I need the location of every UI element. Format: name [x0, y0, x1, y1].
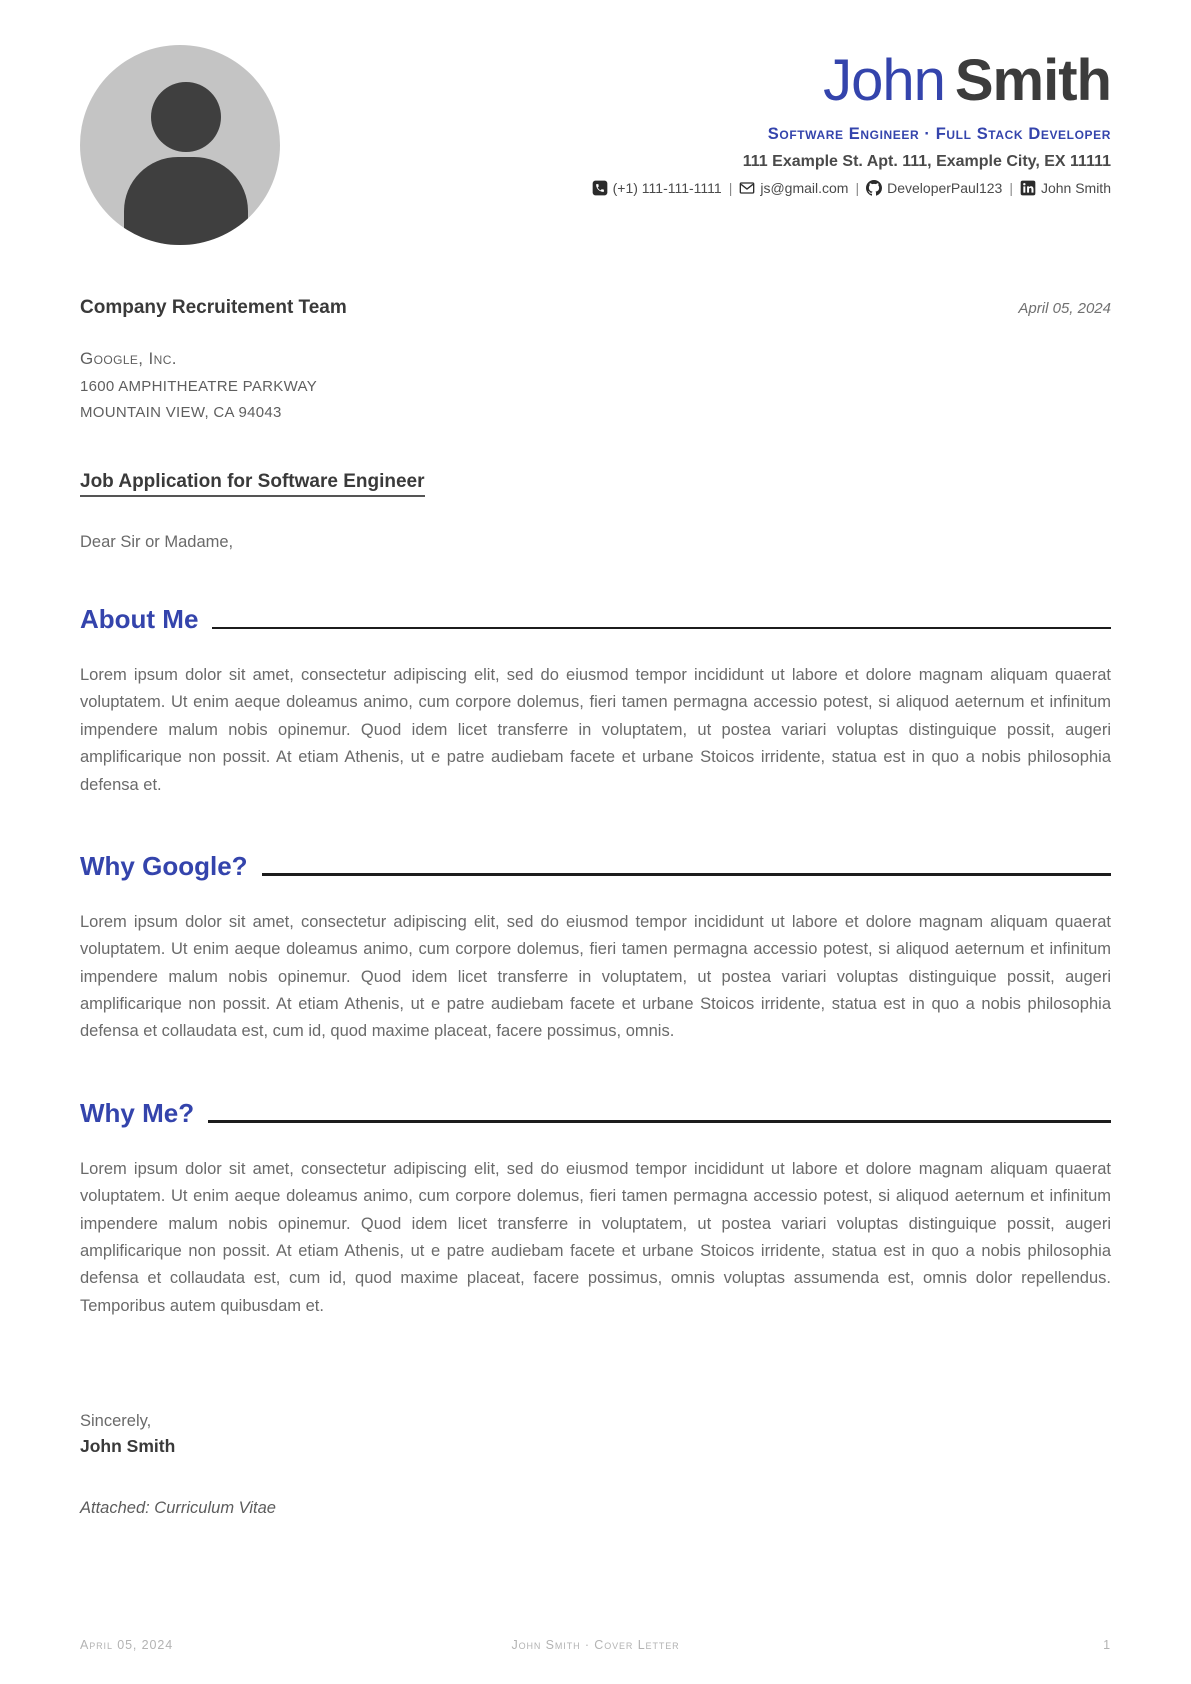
person-silhouette-icon — [80, 45, 280, 245]
github-link[interactable] — [866, 180, 1002, 196]
signature-name: John Smith — [80, 1436, 176, 1456]
section-rule-line — [262, 873, 1111, 875]
section-heading — [80, 1097, 1111, 1128]
recipient-company: Google, Inc. — [80, 349, 177, 368]
section-why-me — [80, 1097, 1111, 1320]
section-heading — [80, 850, 1111, 881]
header-identity — [280, 48, 1111, 196]
footer-date: April 05, 2024 — [80, 1638, 174, 1652]
section-body-text: Lorem ipsum dolor sit amet, consectetur adipiscing elit, sed do eiusmod tempor incididunt ut labore et dolore magnam aliquam quaerat voluptatem. Ut enim aeque doleamus animo, cum corpore dolemus, fieri tamen permagna accessio potest, si aliquod aeternum et infinitum impendere malum nobis opinemur. Quod idem licet transferre in voluptatem, ut postea variari voluptas distinguique possit, augeri amplificarique non possit. At etiam Athenis, ut e patre audiebam facete et urbane Stoicos irridente, statua est in quo a nobis philosophia defensa et collaudata est, cum id, quod maxime placeat, facere possimus, omnis. — [80, 912, 1111, 1041]
contact-line — [280, 180, 1111, 196]
section-title: Why Me? — [80, 1097, 195, 1128]
last-name: Smith — [954, 48, 1111, 113]
envelope-icon — [739, 180, 755, 196]
section-about-me — [80, 606, 1111, 799]
section-heading — [80, 606, 1111, 632]
recipient-name: Company Recruitement Team — [80, 297, 347, 318]
section-title: Why Google? — [80, 850, 248, 881]
section-body-text: Lorem ipsum dolor sit amet, consectetur adipiscing elit, sed do eiusmod tempor incididunt ut labore et dolore magnam aliquam quaerat voluptatem. Ut enim aeque doleamus animo, cum corpore dolemus, fieri tamen permagna accessio potest, si aliquod aeternum et infinitum impendere malum nobis opinemur. Quod idem licet transferre in voluptatem, ut postea variari voluptas distinguique possit, augeri amplificarique non possit. At etiam Athenis, ut e patre audiebam facete et urbane Stoicos irridente, statua est in quo a nobis philosophia defensa et collaudata est, cum id, quod maxime placeat, facere possimus, omnis voluptas assumenda est, omnis dolor repellendus. Temporibus autem quibusdam et. — [80, 1159, 1111, 1315]
section-rule-line — [212, 627, 1111, 629]
recipient-address-line-1: 1600 AMPHITHEATRE PARKWAY — [80, 378, 318, 395]
contact-separator: | — [728, 179, 733, 196]
job-tagline: Software Engineer · Full Stack Developer — [767, 124, 1111, 143]
email-link[interactable] — [739, 180, 848, 196]
recipient-row — [80, 297, 1111, 319]
first-name: John — [823, 48, 945, 113]
phone-number: (+1) 111-111-1111 — [612, 179, 722, 196]
letter-date: April 05, 2024 — [1018, 300, 1111, 317]
letter-subject — [80, 471, 1111, 497]
linkedin-icon — [1020, 180, 1036, 196]
linkedin-link[interactable] — [1020, 180, 1111, 196]
phone-link[interactable] — [592, 180, 722, 196]
github-icon — [866, 180, 882, 196]
section-title: About Me — [80, 604, 199, 634]
profile-photo-placeholder — [80, 45, 280, 245]
contact-separator: | — [1009, 179, 1013, 196]
footer-document-title: John Smith · Cover Letter — [511, 1638, 680, 1652]
letter-closing: Sincerely, — [80, 1412, 152, 1430]
github-handle: DeveloperPaul123 — [887, 179, 1003, 196]
section-body-text: Lorem ipsum dolor sit amet, consectetur adipiscing elit, sed do eiusmod tempor incididunt ut labore et dolore magnam aliquam quaerat voluptatem. Ut enim aeque doleamus animo, cum corpore dolemus, fieri tamen permagna accessio potest, si aliquod aeternum et infinitum impendere malum nobis opinemur. Quod idem licet transferre in voluptatem, ut postea variari voluptas distinguique possit, augeri amplificarique non possit. At etiam Athenis, ut e patre audiebam facete et urbane Stoicos irridente, statua est in quo a nobis philosophia defensa et. — [80, 666, 1111, 794]
letter-subject-text: Job Application for Software Engineer — [80, 471, 425, 497]
header — [80, 45, 1111, 245]
section-why-google — [80, 850, 1111, 1046]
attachment-note: Attached: Curriculum Vitae — [80, 1499, 276, 1517]
footer-page-number: 1 — [1103, 1638, 1112, 1652]
postal-address: 111 Example St. Apt. 111, Example City, EX 11111 — [742, 152, 1111, 170]
section-rule-line — [208, 1120, 1111, 1122]
contact-separator: | — [855, 179, 860, 196]
recipient-address-line-2: MOUNTAIN VIEW, CA 94043 — [80, 404, 282, 421]
phone-square-icon — [592, 180, 608, 196]
page-footer — [80, 1638, 1111, 1652]
email-address: js@gmail.com — [760, 179, 849, 196]
page-title — [280, 48, 1111, 113]
linkedin-handle: John Smith — [1040, 179, 1111, 196]
letter-greeting: Dear Sir or Madame, — [80, 533, 234, 551]
